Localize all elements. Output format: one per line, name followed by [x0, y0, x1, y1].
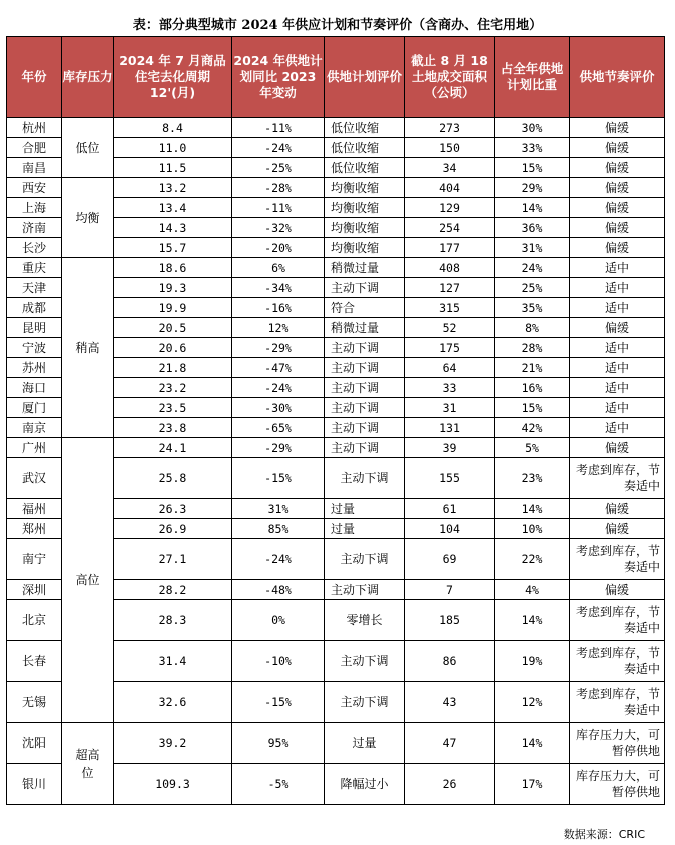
cell-area: 315 — [405, 298, 495, 318]
cell-area: 127 — [405, 278, 495, 298]
cell-city: 宁波 — [7, 338, 62, 358]
pressure-group-cell: 超高位 — [62, 723, 114, 805]
cell-cycle: 11.5 — [114, 158, 232, 178]
cell-share: 35% — [495, 298, 570, 318]
cell-city: 济南 — [7, 218, 62, 238]
cell-plan_eval: 零增长 — [325, 600, 405, 641]
cell-share: 21% — [495, 358, 570, 378]
cell-city: 无锡 — [7, 682, 62, 723]
cell-change: 85% — [232, 519, 325, 539]
table-row — [7, 178, 665, 198]
cell-pace: 适中 — [570, 398, 665, 418]
cell-city: 银川 — [7, 764, 62, 805]
cell-change: -47% — [232, 358, 325, 378]
cell-change: -24% — [232, 138, 325, 158]
cell-cycle: 25.8 — [114, 458, 232, 499]
cell-pace: 偏缓 — [570, 580, 665, 600]
cell-pace: 库存压力大，可暂停供地 — [570, 764, 665, 805]
cell-share: 25% — [495, 278, 570, 298]
cell-cycle: 39.2 — [114, 723, 232, 764]
cell-plan_eval: 均衡收缩 — [325, 198, 405, 218]
cell-plan_eval: 过量 — [325, 723, 405, 764]
table-row — [7, 118, 665, 138]
cell-city: 杭州 — [7, 118, 62, 138]
cell-area: 104 — [405, 519, 495, 539]
cell-plan_eval: 主动下调 — [325, 539, 405, 580]
cell-pace: 考虑到库存，节奏适中 — [570, 600, 665, 641]
cell-cycle: 15.7 — [114, 238, 232, 258]
cell-plan_eval: 符合 — [325, 298, 405, 318]
cell-pace: 适中 — [570, 298, 665, 318]
cell-pace: 考虑到库存，节奏适中 — [570, 539, 665, 580]
cell-pace: 适中 — [570, 418, 665, 438]
cell-change: -10% — [232, 641, 325, 682]
cell-change: 31% — [232, 499, 325, 519]
cell-change: -15% — [232, 682, 325, 723]
cell-cycle: 8.4 — [114, 118, 232, 138]
cell-cycle: 11.0 — [114, 138, 232, 158]
cell-plan_eval: 主动下调 — [325, 358, 405, 378]
header-cell: 供地节奏评价 — [570, 37, 665, 118]
cell-cycle: 32.6 — [114, 682, 232, 723]
cell-plan_eval: 低位收缩 — [325, 138, 405, 158]
cell-change: -16% — [232, 298, 325, 318]
cell-area: 26 — [405, 764, 495, 805]
cell-area: 177 — [405, 238, 495, 258]
cell-share: 14% — [495, 198, 570, 218]
cell-city: 北京 — [7, 600, 62, 641]
cell-area: 52 — [405, 318, 495, 338]
cell-cycle: 14.3 — [114, 218, 232, 238]
cell-city: 厦门 — [7, 398, 62, 418]
cell-share: 12% — [495, 682, 570, 723]
header-cell: 占全年供地计划比重 — [495, 37, 570, 118]
cell-cycle: 20.6 — [114, 338, 232, 358]
cell-change: -29% — [232, 438, 325, 458]
cell-plan_eval: 过量 — [325, 519, 405, 539]
cell-share: 29% — [495, 178, 570, 198]
cell-cycle: 21.8 — [114, 358, 232, 378]
cell-city: 郑州 — [7, 519, 62, 539]
cell-area: 86 — [405, 641, 495, 682]
cell-city: 广州 — [7, 438, 62, 458]
cell-cycle: 28.3 — [114, 600, 232, 641]
cell-city: 长沙 — [7, 238, 62, 258]
cell-area: 34 — [405, 158, 495, 178]
cell-change: -65% — [232, 418, 325, 438]
cell-share: 42% — [495, 418, 570, 438]
cell-change: 0% — [232, 600, 325, 641]
cell-cycle: 23.8 — [114, 418, 232, 438]
cell-pace: 适中 — [570, 358, 665, 378]
cell-change: -11% — [232, 118, 325, 138]
cell-pace: 适中 — [570, 338, 665, 358]
cell-plan_eval: 主动下调 — [325, 458, 405, 499]
cell-cycle: 20.5 — [114, 318, 232, 338]
table-row — [7, 258, 665, 278]
cell-cycle: 24.1 — [114, 438, 232, 458]
cell-cycle: 26.3 — [114, 499, 232, 519]
cell-plan_eval: 主动下调 — [325, 641, 405, 682]
cell-cycle: 109.3 — [114, 764, 232, 805]
cell-city: 福州 — [7, 499, 62, 519]
cell-area: 43 — [405, 682, 495, 723]
cell-pace: 偏缓 — [570, 238, 665, 258]
cell-change: -25% — [232, 158, 325, 178]
cell-share: 23% — [495, 458, 570, 499]
cell-area: 150 — [405, 138, 495, 158]
cell-share: 28% — [495, 338, 570, 358]
cell-plan_eval: 主动下调 — [325, 580, 405, 600]
cell-change: -32% — [232, 218, 325, 238]
header-cell: 库存压力 — [62, 37, 114, 118]
cell-share: 19% — [495, 641, 570, 682]
header-cell: 2024 年供地计划同比 2023 年变动 — [232, 37, 325, 118]
cell-city: 昆明 — [7, 318, 62, 338]
cell-area: 404 — [405, 178, 495, 198]
cell-city: 天津 — [7, 278, 62, 298]
cell-share: 14% — [495, 723, 570, 764]
cell-share: 4% — [495, 580, 570, 600]
cell-cycle: 27.1 — [114, 539, 232, 580]
cell-plan_eval: 主动下调 — [325, 278, 405, 298]
cell-area: 254 — [405, 218, 495, 238]
cell-cycle: 31.4 — [114, 641, 232, 682]
pressure-group-cell: 稍高 — [62, 258, 114, 438]
cell-area: 33 — [405, 378, 495, 398]
cell-area: 69 — [405, 539, 495, 580]
cell-change: -5% — [232, 764, 325, 805]
cell-share: 5% — [495, 438, 570, 458]
header-cell: 截止 8 月 18 土地成交面积（公顷） — [405, 37, 495, 118]
cell-change: -24% — [232, 539, 325, 580]
cell-change: -34% — [232, 278, 325, 298]
cell-area: 408 — [405, 258, 495, 278]
header-cell: 供地计划评价 — [325, 37, 405, 118]
cell-plan_eval: 主动下调 — [325, 378, 405, 398]
pressure-group-cell: 低位 — [62, 118, 114, 178]
cell-change: -30% — [232, 398, 325, 418]
cell-plan_eval: 低位收缩 — [325, 158, 405, 178]
cell-share: 30% — [495, 118, 570, 138]
cell-cycle: 28.2 — [114, 580, 232, 600]
cell-pace: 偏缓 — [570, 519, 665, 539]
cell-area: 131 — [405, 418, 495, 438]
pressure-group-cell: 均衡 — [62, 178, 114, 258]
cell-share: 17% — [495, 764, 570, 805]
cell-share: 24% — [495, 258, 570, 278]
cell-pace: 适中 — [570, 278, 665, 298]
header-cell: 2024 年 7 月商品住宅去化周期 12'(月) — [114, 37, 232, 118]
cell-change: -48% — [232, 580, 325, 600]
cell-plan_eval: 均衡收缩 — [325, 218, 405, 238]
cell-share: 22% — [495, 539, 570, 580]
cell-area: 185 — [405, 600, 495, 641]
cell-change: -11% — [232, 198, 325, 218]
cell-share: 15% — [495, 398, 570, 418]
cell-plan_eval: 降幅过小 — [325, 764, 405, 805]
cell-plan_eval: 主动下调 — [325, 338, 405, 358]
cell-plan_eval: 主动下调 — [325, 398, 405, 418]
cell-change: -15% — [232, 458, 325, 499]
cell-city: 合肥 — [7, 138, 62, 158]
cell-cycle: 19.3 — [114, 278, 232, 298]
cell-city: 武汉 — [7, 458, 62, 499]
cell-city: 海口 — [7, 378, 62, 398]
cell-area: 175 — [405, 338, 495, 358]
cell-city: 南昌 — [7, 158, 62, 178]
cell-change: 95% — [232, 723, 325, 764]
cell-pace: 适中 — [570, 378, 665, 398]
cell-pace: 偏缓 — [570, 138, 665, 158]
cell-city: 南京 — [7, 418, 62, 438]
cell-share: 16% — [495, 378, 570, 398]
cell-change: -24% — [232, 378, 325, 398]
cell-pace: 偏缓 — [570, 118, 665, 138]
cell-cycle: 19.9 — [114, 298, 232, 318]
cell-area: 39 — [405, 438, 495, 458]
cell-pace: 偏缓 — [570, 198, 665, 218]
cell-city: 深圳 — [7, 580, 62, 600]
cell-change: -29% — [232, 338, 325, 358]
cell-pace: 偏缓 — [570, 178, 665, 198]
cell-area: 7 — [405, 580, 495, 600]
cell-share: 33% — [495, 138, 570, 158]
cell-change: -28% — [232, 178, 325, 198]
source-note: 数据来源：CRIC — [563, 828, 645, 841]
cell-pace: 考虑到库存，节奏适中 — [570, 682, 665, 723]
cell-pace: 偏缓 — [570, 318, 665, 338]
cell-share: 14% — [495, 600, 570, 641]
cell-cycle: 13.4 — [114, 198, 232, 218]
cell-area: 64 — [405, 358, 495, 378]
cell-pace: 偏缓 — [570, 218, 665, 238]
cell-cycle: 23.2 — [114, 378, 232, 398]
cell-change: 12% — [232, 318, 325, 338]
cell-city: 长春 — [7, 641, 62, 682]
cell-plan_eval: 均衡收缩 — [325, 238, 405, 258]
cell-pace: 考虑到库存，节奏适中 — [570, 641, 665, 682]
pressure-group-cell: 高位 — [62, 438, 114, 723]
cell-city: 沈阳 — [7, 723, 62, 764]
cell-area: 47 — [405, 723, 495, 764]
cell-cycle: 18.6 — [114, 258, 232, 278]
cell-plan_eval: 主动下调 — [325, 682, 405, 723]
cell-share: 31% — [495, 238, 570, 258]
table-body — [7, 118, 665, 805]
header-row — [7, 37, 665, 118]
table-row — [7, 438, 665, 458]
cell-city: 上海 — [7, 198, 62, 218]
cell-plan_eval: 过量 — [325, 499, 405, 519]
cell-cycle: 13.2 — [114, 178, 232, 198]
header-cell: 年份 — [7, 37, 62, 118]
cell-plan_eval: 稍微过量 — [325, 258, 405, 278]
cell-pace: 偏缓 — [570, 499, 665, 519]
cell-cycle: 23.5 — [114, 398, 232, 418]
cell-city: 西安 — [7, 178, 62, 198]
supply-plan-table — [6, 36, 665, 805]
cell-change: 6% — [232, 258, 325, 278]
cell-city: 重庆 — [7, 258, 62, 278]
cell-share: 15% — [495, 158, 570, 178]
cell-city: 成都 — [7, 298, 62, 318]
cell-plan_eval: 主动下调 — [325, 418, 405, 438]
cell-plan_eval: 稍微过量 — [325, 318, 405, 338]
cell-area: 155 — [405, 458, 495, 499]
cell-area: 273 — [405, 118, 495, 138]
cell-pace: 库存压力大，可暂停供地 — [570, 723, 665, 764]
cell-pace: 偏缓 — [570, 438, 665, 458]
cell-area: 129 — [405, 198, 495, 218]
cell-city: 南宁 — [7, 539, 62, 580]
cell-share: 8% — [495, 318, 570, 338]
cell-share: 10% — [495, 519, 570, 539]
cell-city: 苏州 — [7, 358, 62, 378]
cell-change: -20% — [232, 238, 325, 258]
cell-pace: 适中 — [570, 258, 665, 278]
table-row — [7, 723, 665, 764]
cell-plan_eval: 低位收缩 — [325, 118, 405, 138]
table-title: 表：部分典型城市 2024 年供应计划和节奏评价（含商办、住宅用地） — [132, 18, 543, 33]
cell-plan_eval: 均衡收缩 — [325, 178, 405, 198]
cell-area: 31 — [405, 398, 495, 418]
cell-share: 14% — [495, 499, 570, 519]
cell-pace: 考虑到库存，节奏适中 — [570, 458, 665, 499]
cell-share: 36% — [495, 218, 570, 238]
cell-plan_eval: 主动下调 — [325, 438, 405, 458]
cell-pace: 偏缓 — [570, 158, 665, 178]
cell-area: 61 — [405, 499, 495, 519]
cell-cycle: 26.9 — [114, 519, 232, 539]
